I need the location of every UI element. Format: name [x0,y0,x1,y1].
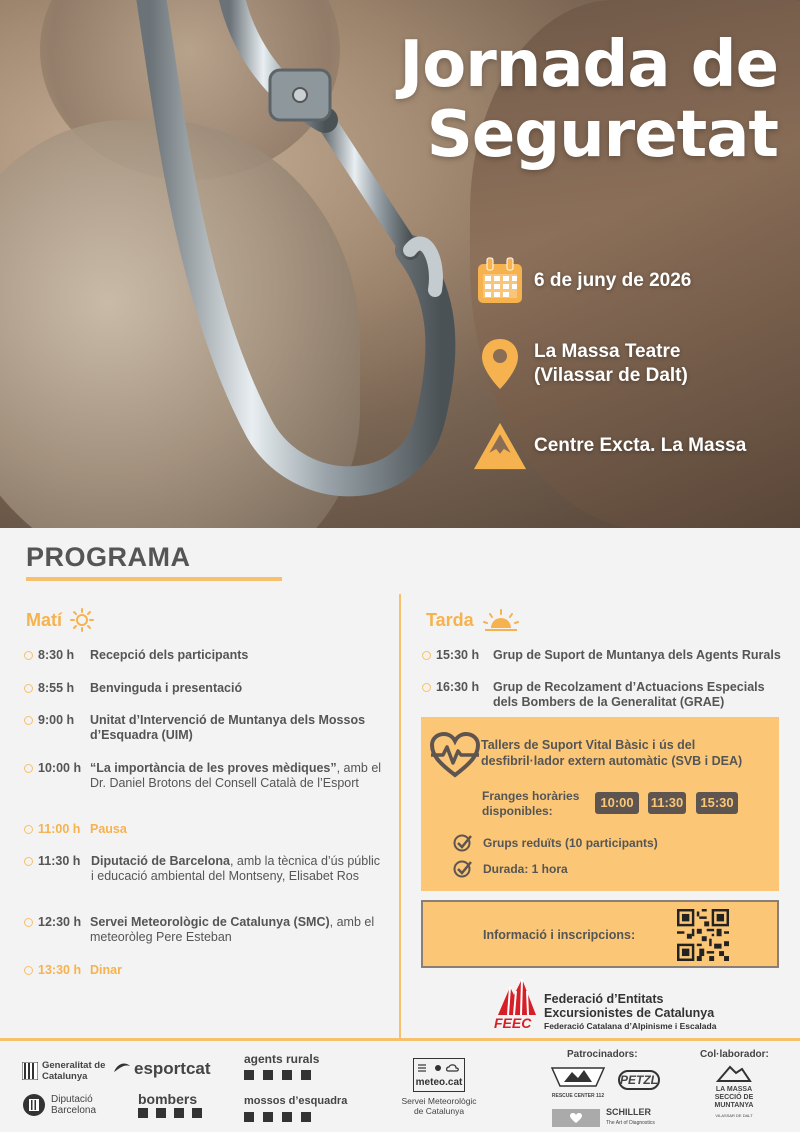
morning-item-4 [24,761,394,791]
bombers-text: bombers [138,1091,198,1107]
afternoon-label: Tarda [426,609,474,630]
item-time: 15:30 h [436,648,480,662]
generalitat-logo [22,1060,112,1082]
bullet-dot [422,651,431,660]
organizer-row [472,418,746,474]
bullet-dot [24,918,33,927]
groups-text: Grups reduïts (10 participants) [483,836,658,850]
schiller-tagline: The Art of Diagnostics [606,1120,655,1126]
mossos-logo [244,1096,347,1125]
senyera-icon [22,1062,38,1080]
item-time: 11:00 h [38,822,81,836]
meteocat-logo [396,1058,482,1116]
column-divider [399,594,401,1038]
morning-item-8 [24,963,389,978]
sunset-icon [482,608,520,632]
feec-line-1: Federació d’Entitats [544,992,664,1006]
bullet-dot [24,966,33,975]
la-massa-mountain-icon [716,1063,752,1083]
la-massa-logo [708,1063,760,1121]
bullet-dot [24,651,33,660]
duration-row [453,860,568,878]
esportcat-swoosh-icon [112,1060,132,1076]
mossos-text: mossos d’esquadra [244,1095,348,1107]
calendar-icon [472,253,528,309]
date-row [472,253,691,309]
bullet-dot [24,825,33,834]
diputacio-text: Diputació Barcelona [51,1094,97,1116]
meteocat-name: Servei Meteorològic de Catalunya [401,1096,477,1116]
item-text-bold: “La importància de les proves mèdiques” [90,761,337,775]
item-text [91,854,386,884]
sun-icon [70,608,94,632]
item-text-bold: Diputació de Barcelona [91,854,230,868]
feec-mountain-icon [494,977,540,1017]
schiller-text [606,1107,655,1129]
duration-text: Durada: 1 hora [483,862,568,876]
morning-item-1 [24,648,389,663]
afternoon-item-1 [422,648,792,663]
agents-rurals-logo [244,1054,320,1083]
check-circle-icon [453,860,473,878]
item-text-bold: Servei Meteorològic de Catalunya (SMC) [90,915,330,929]
agents-rurals-text: agents rurals [244,1052,320,1066]
feec-line-2: Excursionistes de Catalunya [544,1006,715,1020]
item-text-rest: , amb el meteoròleg Pere Esteban [90,915,375,944]
item-text: Benvinguda i presentació [90,681,243,695]
afternoon-heading [426,608,520,632]
item-text-rest: , amb la tècnica d’ús públic i educació ambiental del Montseny, Elisabet Ros [91,854,381,883]
slot-badge: 15:30 [696,792,738,814]
item-time: 8:30 h [38,648,75,662]
item-time: 11:30 h [38,854,81,868]
meteocat-box [413,1058,465,1092]
venue-line-2: (Vilassar de Dalt) [534,365,688,386]
bullet-dot [24,716,33,725]
feec-abbr: FEEC [494,1015,532,1031]
slot-badge: 10:00 [595,792,639,814]
footer-divider [0,1038,800,1041]
item-time: 8:55 h [38,681,75,695]
morning-item-2 [24,681,389,696]
morning-heading [26,608,94,632]
feec-name [544,992,714,1020]
item-time: 12:30 h [38,915,82,929]
heart-icon [569,1112,583,1124]
generalitat-text: Generalitat de Catalunya [42,1060,106,1082]
title-line-2: Seguretat [426,98,778,172]
meteocat-logo-text: meteo.cat [415,1077,463,1088]
diputacio-logo [22,1093,111,1117]
title-line-1: Jornada de [399,28,778,102]
venue-line-1: La Massa Teatre [534,341,681,362]
item-text: Dinar [90,963,122,977]
la-massa-name: LA MASSA SECCIÓ DE MUNTANYA [714,1086,754,1109]
bombers-logo [138,1091,202,1121]
event-organizer: Centre Excta. La Massa [534,435,747,456]
workshop-box [421,717,779,891]
program-title-underline [26,577,282,581]
bullet-dot [422,683,431,692]
rescue-center-shield-icon [550,1064,606,1088]
event-title [399,30,778,170]
schiller-badge [552,1109,600,1127]
check-circle-icon [453,834,473,852]
esportcat-logo [112,1060,211,1076]
info-label: Informació i inscripcions: [483,928,636,942]
qr-code-icon[interactable] [677,909,729,961]
feec-logo [494,977,754,1033]
afternoon-item-2 [422,680,794,710]
morning-item-6 [24,854,394,884]
petzl-logo: PETZL [618,1070,660,1090]
hero-banner [0,0,800,528]
diputacio-shield-icon [22,1093,46,1117]
la-massa-sub: VILASSAR DE DALT [715,1113,753,1118]
weather-icons [416,1061,462,1075]
slot-badge: 11:30 [648,792,686,814]
schiller-logo [552,1107,655,1129]
workshop-title: Tallers de Suport Vital Bàsic i ús del desfibril·lador extern automàtic (SVB i DEA) [481,738,743,768]
morning-item-3 [24,713,394,743]
item-time: 9:00 h [38,713,75,727]
item-text: Unitat d’Intervenció de Muntanya dels Mossos d’Esquadra (UIM) [90,713,366,742]
item-text [90,761,394,791]
event-date: 6 de juny de 2026 [534,270,692,291]
collab-label: Col·laborador: [700,1049,769,1060]
morning-item-7 [24,915,394,945]
morning-item-5 [24,822,389,837]
item-text: Recepció dels participants [90,648,249,662]
item-text: Pausa [90,822,127,836]
mountain-icon [472,418,528,474]
sponsors-label: Patrocinadors: [567,1049,638,1060]
info-box[interactable] [421,900,779,968]
item-time: 13:30 h [38,963,82,977]
bullet-dot [24,684,33,693]
program-title: PROGRAMA [26,542,191,572]
bullet-dot [24,857,33,866]
item-time: 16:30 h [436,680,480,694]
morning-label: Matí [26,609,62,630]
rescue-center-text: RESCUE CENTER 112 [551,1093,605,1099]
groups-row [453,834,658,852]
schiller-name: SCHILLER [606,1107,651,1117]
bullet-dot [24,764,33,773]
feec-line-3: Federació Catalana d’Alpinisme i Escalada [544,1021,717,1031]
item-text [90,915,394,945]
venue-row [472,336,688,392]
esportcat-text: esportcat [134,1058,211,1078]
item-time: 10:00 h [38,761,82,775]
heart-pulse-icon [429,731,481,779]
item-text-rest: , amb el Dr. Daniel Brotons del Consell Català de l’Esport [90,761,382,790]
slots-label: Franges horàries disponibles: [482,789,580,818]
item-text: Grup de Suport de Muntanya dels Agents Rurals [493,648,781,662]
location-pin-icon [472,336,528,392]
item-text: Grup de Recolzament d’Actuacions Especials dels Bombers de la Generalitat (GRAE) [493,680,765,709]
rescue-center-logo [550,1064,606,1098]
event-venue [534,340,688,388]
